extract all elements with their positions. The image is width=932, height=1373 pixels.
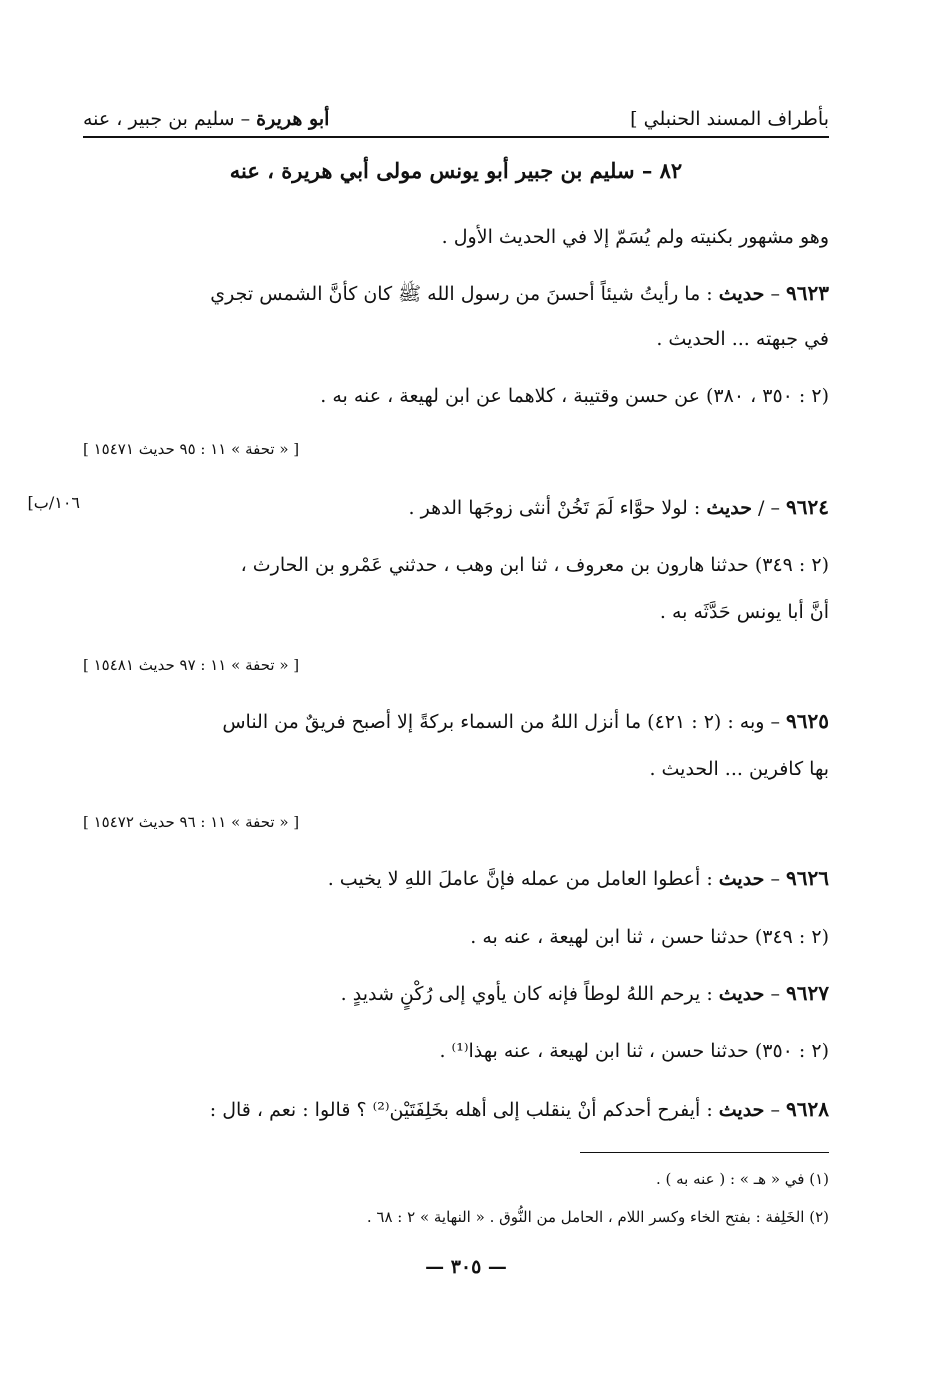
running-topic (83, 104, 329, 134)
hadith-keyword: حديث (706, 497, 752, 519)
hadith-9623-line2: في جبهته ... الحديث . (656, 328, 829, 350)
hadith-9627-chain: (٢ : ٣٥٠) حدثنا حسن ، ثنا ابن لهيعة ، عنه بهذا⁽¹⁾ . (439, 1040, 829, 1062)
hadith-number: ٩٦٢٧ (786, 981, 829, 1005)
hadith-text: : لولا حوَّاء لَمَ تَخُنْ أنثى زوجَها الدهر . (408, 497, 707, 519)
hadith-number: ٩٦٢٣ (786, 281, 829, 305)
running-header (83, 98, 829, 138)
running-topic-sub: – سليم بن جبير ، عنه (83, 108, 257, 130)
book-title: بأطراف المسند الحنبلي ] (630, 108, 829, 130)
hadith-9628-line1 (83, 1094, 829, 1125)
footnote-1: (١) في « هـ » : ( عنه به ) . (655, 1170, 829, 1188)
hadith-9626-chain: (٢ : ٣٤٩) حدثنا حسن ، ثنا ابن لهيعة ، عنه به . (470, 926, 829, 948)
dash: – / (752, 497, 787, 519)
hadith-9624-line1 (83, 492, 829, 523)
dash: – (764, 983, 787, 1005)
hadith-keyword: حديث (718, 283, 765, 305)
hadith-keyword: حديث (718, 983, 765, 1005)
hadith-text: : يرحم اللهُ لوطاً فإنه كان يأوي إلى رُكْنٍ شديدٍ . (340, 983, 719, 1005)
manuscript-folio-note: [١٠٦/ب (27, 493, 80, 512)
hadith-9624-reference: [ « تحفة » ١١ : ٩٧ حديث ١٥٤٨١ ] (83, 656, 300, 674)
hadith-9623-chain: (٢ : ٣٥٠ ، ٣٨٠) عن حسن وقتيبة ، كلاهما عن ابن لهيعة ، عنه به . (320, 385, 829, 407)
page-number: — ٣٠٥ — (425, 1256, 507, 1278)
hadith-9625-line2: بها كافرين ... الحديث . (649, 758, 829, 780)
section-title: ٨٢ – سليم بن جبير أبو يونس مولى أبي هريرة ، عنه (229, 158, 683, 183)
hadith-keyword: حديث (718, 868, 765, 890)
hadith-text: : ما رأيتُ شيئاً أحسنَ من رسول الله ﷺ كان كأنَّ الشمس تجري (210, 283, 719, 305)
hadith-number: ٩٦٢٨ (786, 1097, 829, 1121)
hadith-9626-line1 (83, 863, 829, 894)
dash: – (764, 1099, 787, 1121)
hadith-9624-chain2: أنَّ أبا يونس حَدَّثَه به . (659, 601, 829, 623)
footnote-2: (٢) الخَلِفة : بفتح الخاء وكسر اللام ، الحامل من النُّوق . « النهاية » ٢ : ٦٨ . (366, 1208, 829, 1226)
hadith-text: : أعطوا العامل من عمله فإنَّ عاملَ اللهِ لا يخيب . (327, 868, 719, 890)
hadith-number: ٩٦٢٥ (786, 709, 829, 733)
hadith-9627-line1 (83, 978, 829, 1009)
hadith-keyword: حديث (718, 1099, 765, 1121)
section-intro: وهو مشهور بكنيته ولم يُسَمّ إلا في الحديث الأول . (441, 226, 829, 248)
footnote-divider (580, 1152, 829, 1153)
hadith-9624-chain1: (٢ : ٣٤٩) حدثنا هارون بن معروف ، ثنا ابن وهب ، حدثني عَمْرو بن الحارث ، (240, 554, 829, 576)
dash: – (764, 868, 787, 890)
hadith-text: : أيفرح أحدكم أنْ ينقلب إلى أهله بخَلِفَتَيْن⁽²⁾ ؟ قالوا : نعم ، قال : (209, 1099, 719, 1121)
hadith-text: – وبه : (٢ : ٤٢١) ما أنزل اللهُ من السماء بركةً إلا أصبح فريقٌ من الناس (222, 711, 787, 733)
hadith-9623-line1 (83, 278, 829, 309)
hadith-9625-reference: [ « تحفة » ١١ : ٩٦ حديث ١٥٤٧٢ ] (83, 813, 300, 831)
dash: – (764, 283, 787, 305)
hadith-9625-line1 (83, 706, 829, 737)
hadith-number: ٩٦٢٦ (786, 866, 829, 890)
hadith-number: ٩٦٢٤ (786, 495, 829, 519)
hadith-9623-reference: [ « تحفة » ١١ : ٩٥ حديث ١٥٤٧١ ] (83, 440, 300, 458)
running-topic-main: أبو هريرة (256, 108, 330, 130)
